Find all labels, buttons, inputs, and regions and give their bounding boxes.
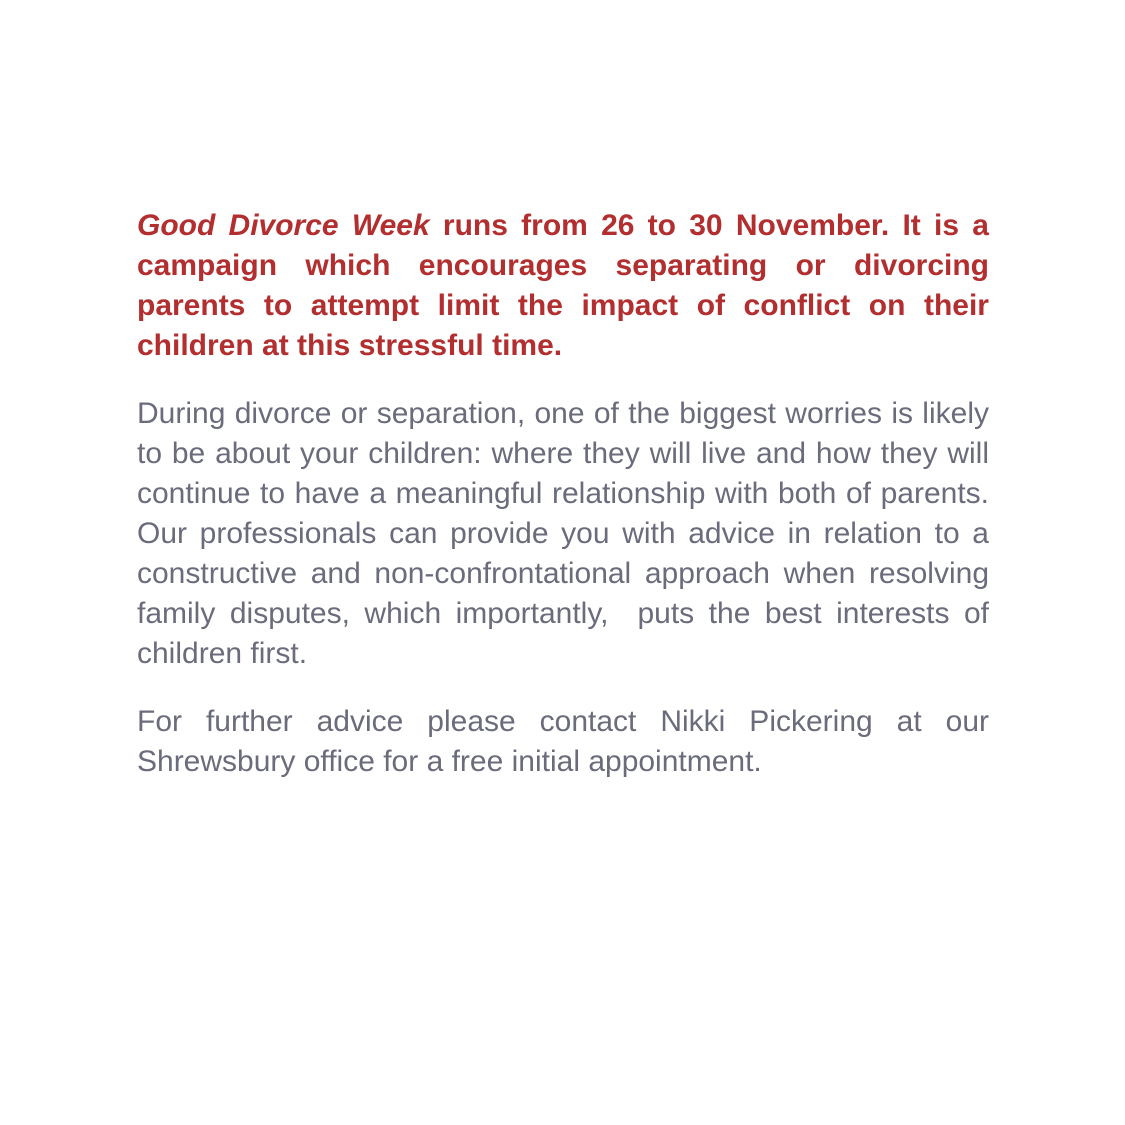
intro-text: runs from 26 to 30 November. It is a campaign which encourages separating or divorcing parents to attempt limit the impact of conflict on their children at this stressful time. (137, 209, 989, 362)
campaign-name: Good Divorce Week (137, 209, 430, 242)
article-content (137, 206, 998, 810)
contact-paragraph: For further advice please contact Nikki Pickering at our Shrewsbury office for a free initial appointment. (137, 705, 998, 778)
intro-paragraph (137, 206, 989, 366)
worries-paragraph: During divorce or separation, one of the biggest worries is likely to be about your children: where they will live and how they will continue to have a meaningful relationship with both of parents. Our professionals can provide you with advice in relation to a constructive and non-confrontational approach when resolving family disputes, which importantly, puts the best interests of children first. (137, 397, 998, 670)
